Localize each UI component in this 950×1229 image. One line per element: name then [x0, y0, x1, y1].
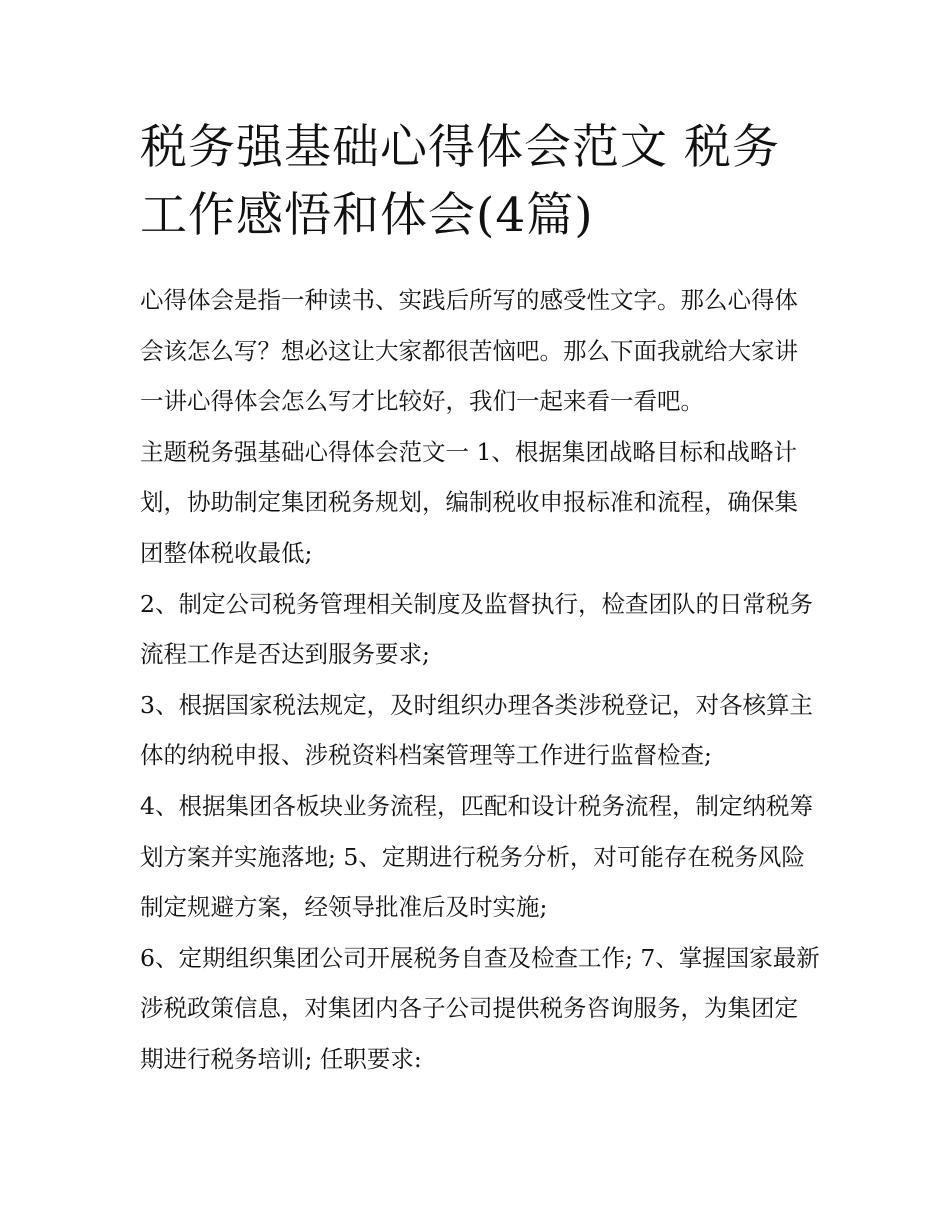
paragraph-intro: 心得体会是指一种读书、实践后所写的感受性文字。那么心得体会该怎么写？想必这让大家都很苦恼吧。那么下面我就给大家讲一讲心得体会怎么写才比较好，我们一起来看一看吧。 — [140, 286, 798, 416]
document-title: 税务强基础心得体会范文 税务工作感悟和体会(4篇) — [140, 120, 780, 243]
paragraph-item-4-5: 4、根据集团各板块业务流程，匹配和设计税务流程，制定纳税筹划方案并实施落地; 5、定期进行税务分析，对可能存在税务风险制定规避方案，经领导批准后及时实施; — [140, 791, 813, 922]
paragraph-item-1: 主题税务强基础心得体会范文一 1、根据集团战略目标和战略计划，协助制定集团税务规划，编制税收申报标准和流程，确保集团整体税收最低; — [140, 437, 798, 567]
document-body — [140, 275, 820, 1085]
paragraph-item-2: 2、制定公司税务管理相关制度及监督执行，检查团队的日常税务流程工作是否达到服务要求; — [140, 589, 813, 669]
paragraph-item-6-7: 6、定期组织集团公司开展税务自查及检查工作; 7、掌握国家最新涉税政策信息，对集团内各子公司提供税务咨询服务，为集团定期进行税务培训; 任职要求: — [140, 943, 820, 1073]
paragraph-item-3: 3、根据国家税法规定，及时组织办理各类涉税登记，对各核算主体的纳税申报、涉税资料档案管理等工作进行监督检查; — [140, 690, 813, 770]
